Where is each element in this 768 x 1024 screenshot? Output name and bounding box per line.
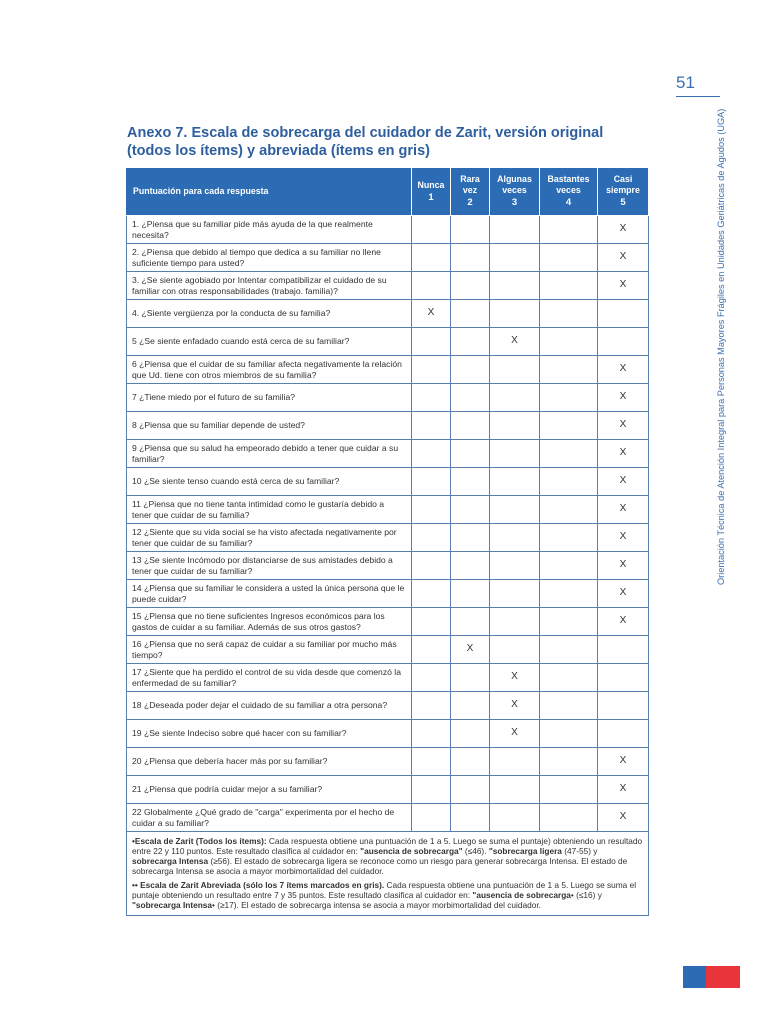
answer-mark-cell — [451, 300, 490, 328]
answer-mark-cell — [412, 804, 451, 832]
answer-mark-cell: X — [598, 412, 649, 440]
answer-mark-cell: X — [598, 748, 649, 776]
note-full-title: •Escala de Zarit (Todos los ítems): — [132, 836, 267, 846]
answer-mark-cell — [490, 384, 540, 412]
answer-mark-cell — [540, 692, 598, 720]
answer-mark-cell — [598, 664, 649, 692]
answer-mark-cell — [598, 636, 649, 664]
question-cell: 15 ¿Piensa que no tiene suficientes Ingresos económicos para los gastos de cuidar a su familiar. Además de sus otros gastos? — [127, 608, 412, 636]
answer-mark-cell — [490, 244, 540, 272]
table-row — [127, 804, 649, 832]
note-emphasis: sobrecarga Intensa — [132, 856, 209, 866]
answer-mark-cell — [540, 720, 598, 748]
answer-mark-cell — [540, 748, 598, 776]
note-emphasis: "ausencia de sobrecarga — [472, 890, 571, 900]
question-cell: 17 ¿Siente que ha perdido el control de su vida desde que comenzó la enfermedad de su familiar? — [127, 664, 412, 692]
answer-mark-cell — [540, 216, 598, 244]
question-cell: 21 ¿Piensa que podría cuidar mejor a su familiar? — [127, 776, 412, 804]
answer-mark-cell: X — [598, 216, 649, 244]
question-cell: 6 ¿Piensa que el cuidar de su familiar afecta negativamente la relación que Ud. tiene con otros miembros de su familia? — [127, 356, 412, 384]
answer-mark-cell — [412, 412, 451, 440]
answer-mark-cell — [490, 552, 540, 580]
table-row — [127, 244, 649, 272]
answer-mark-cell — [412, 384, 451, 412]
header-option-casi-siempre — [598, 168, 649, 216]
option-number: 1 — [428, 192, 434, 203]
page-number-rule — [676, 96, 720, 97]
answer-mark-cell — [540, 300, 598, 328]
answer-mark-cell — [490, 636, 540, 664]
answer-mark-cell — [451, 356, 490, 384]
answer-mark-cell — [490, 496, 540, 524]
option-label: Nunca — [417, 179, 445, 190]
answer-mark-cell — [490, 440, 540, 468]
answer-mark-cell: X — [598, 524, 649, 552]
answer-mark-cell — [412, 664, 451, 692]
answer-mark-cell — [451, 748, 490, 776]
answer-mark-cell — [451, 552, 490, 580]
note-emphasis: "sobrecarga ligera — [488, 846, 562, 856]
note-emphasis: "ausencia de sobrecarga" — [360, 846, 463, 856]
note-text: • (≥17). El estado de sobrecarga intensa se asocia a mayor morbimortalidad del cuidador. — [212, 900, 541, 910]
table-row — [127, 720, 649, 748]
answer-mark-cell: X — [598, 468, 649, 496]
table-row — [127, 580, 649, 608]
table-row — [127, 496, 649, 524]
question-cell: 7 ¿Tiene miedo por el futuro de su familia? — [127, 384, 412, 412]
answer-mark-cell — [490, 608, 540, 636]
answer-mark-cell — [490, 804, 540, 832]
question-cell: 18 ¿Deseada poder dejar el cuidado de su familiar a otra persona? — [127, 692, 412, 720]
chile-flag-stripe — [683, 966, 740, 988]
answer-mark-cell — [412, 356, 451, 384]
option-label: Bastantes veces — [547, 174, 590, 195]
table-row — [127, 216, 649, 244]
option-number: 5 — [620, 197, 626, 209]
answer-mark-cell: X — [598, 440, 649, 468]
answer-mark-cell — [412, 496, 451, 524]
note-abbreviated-title: •• Escala de Zarit Abreviada (sólo los 7 ítems marcados en gris). — [132, 880, 385, 890]
answer-mark-cell — [540, 412, 598, 440]
question-cell: 11 ¿Piensa que no tiene tanta intimidad como le gustaría debido a tener que cuidar de su familia? — [127, 496, 412, 524]
header-score-label: Puntuación para cada respuesta — [127, 168, 412, 216]
note-text: Cada respuesta obtiene una puntuación de 1 a 5. Luego se suma el puntaje) obteniendo un resultado entre 22 y 110 puntos. Este resultado clasifica al cuidador en: — [132, 836, 643, 856]
answer-mark-cell — [451, 272, 490, 300]
answer-mark-cell — [451, 804, 490, 832]
answer-mark-cell — [412, 468, 451, 496]
question-cell: 10 ¿Se siente tenso cuando está cerca de su familiar? — [127, 468, 412, 496]
answer-mark-cell: X — [490, 328, 540, 356]
answer-mark-cell — [451, 524, 490, 552]
answer-mark-cell — [451, 720, 490, 748]
question-cell: 4. ¿Siente vergüenza por la conducta de su familia? — [127, 300, 412, 328]
answer-mark-cell — [540, 776, 598, 804]
answer-mark-cell — [451, 468, 490, 496]
side-running-title: Orientación Técnica de Atención Integral para Personas Mayores Frágiles en Unidades Geriátricas de Agudos (UGA) — [716, 108, 726, 585]
answer-mark-cell — [412, 748, 451, 776]
table-row — [127, 412, 649, 440]
answer-mark-cell: X — [490, 720, 540, 748]
header-option-nunca — [412, 168, 451, 216]
answer-mark-cell — [540, 468, 598, 496]
answer-mark-cell — [451, 692, 490, 720]
question-cell: 5 ¿Se siente enfadado cuando está cerca de su familiar? — [127, 328, 412, 356]
answer-mark-cell — [540, 272, 598, 300]
answer-mark-cell — [451, 244, 490, 272]
flag-blue-block — [683, 966, 706, 988]
header-option-algunas-veces — [490, 168, 540, 216]
question-cell: 1. ¿Piensa que su familiar pide más ayuda de la que realmente necesita? — [127, 216, 412, 244]
scoring-notes — [127, 832, 649, 916]
answer-mark-cell — [412, 272, 451, 300]
answer-mark-cell — [451, 328, 490, 356]
answer-mark-cell — [490, 272, 540, 300]
option-number: 2 — [467, 197, 473, 209]
answer-mark-cell: X — [412, 300, 451, 328]
question-cell: 14 ¿Piensa que su familiar le considera a usted la única persona que le puede cuidar? — [127, 580, 412, 608]
note-emphasis: "sobrecarga Intensa — [132, 900, 213, 910]
header-option-bastantes-veces — [540, 168, 598, 216]
answer-mark-cell: X — [598, 496, 649, 524]
note-text: Cada respuesta obtiene una puntuación de 1 a 5. Luego se suma el puntaje obteniendo un resultado entre 7 y 35 puntos. Este resultado clasifica al cuidador en: — [132, 880, 637, 900]
answer-mark-cell: X — [451, 636, 490, 664]
answer-mark-cell — [490, 468, 540, 496]
answer-mark-cell — [540, 804, 598, 832]
answer-mark-cell — [490, 580, 540, 608]
answer-mark-cell: X — [598, 244, 649, 272]
question-cell: 3. ¿Se siente agobiado por Intentar compatibilizar el cuidado de su familiar con otras responsabilidades (trabajo. familia)? — [127, 272, 412, 300]
answer-mark-cell: X — [598, 804, 649, 832]
answer-mark-cell — [412, 524, 451, 552]
answer-mark-cell — [451, 216, 490, 244]
answer-mark-cell — [412, 720, 451, 748]
answer-mark-cell — [540, 356, 598, 384]
answer-mark-cell — [540, 664, 598, 692]
note-text: (≤46). — [462, 846, 489, 856]
table-row — [127, 664, 649, 692]
note-full-scale — [132, 836, 643, 876]
answer-mark-cell — [490, 300, 540, 328]
answer-mark-cell — [451, 384, 490, 412]
table-row — [127, 552, 649, 580]
page-number: 51 — [676, 73, 695, 92]
answer-mark-cell: X — [598, 776, 649, 804]
answer-mark-cell: X — [598, 272, 649, 300]
question-cell: 13 ¿Se siente Incómodo por distanciarse de sus amistades debido a tener que cuidar de su familiar? — [127, 552, 412, 580]
table-body — [127, 216, 649, 916]
answer-mark-cell — [540, 244, 598, 272]
answer-mark-cell: X — [598, 580, 649, 608]
table-row — [127, 384, 649, 412]
answer-mark-cell — [412, 608, 451, 636]
question-cell: 12 ¿Siente que su vida social se ha visto afectada negativamente por tener que cuidar de su familiar? — [127, 524, 412, 552]
answer-mark-cell — [540, 608, 598, 636]
table-row — [127, 440, 649, 468]
answer-mark-cell — [451, 496, 490, 524]
table-row — [127, 272, 649, 300]
answer-mark-cell — [412, 776, 451, 804]
table-row — [127, 776, 649, 804]
flag-red-block — [706, 966, 740, 988]
answer-mark-cell — [451, 608, 490, 636]
answer-mark-cell — [540, 328, 598, 356]
option-number: 3 — [511, 197, 518, 209]
answer-mark-cell — [540, 636, 598, 664]
answer-mark-cell: X — [598, 552, 649, 580]
question-cell: 19 ¿Se siente Indeciso sobre qué hacer con su familiar? — [127, 720, 412, 748]
question-cell: 2. ¿Piensa que debido al tiempo que dedica a su familiar no llene suficiente tiempo para usted? — [127, 244, 412, 272]
answer-mark-cell — [598, 692, 649, 720]
answer-mark-cell — [451, 664, 490, 692]
answer-mark-cell — [451, 580, 490, 608]
answer-mark-cell — [412, 244, 451, 272]
answer-mark-cell — [490, 216, 540, 244]
option-label: Rara vez — [460, 174, 480, 195]
answer-mark-cell — [540, 524, 598, 552]
table-header-row — [127, 168, 649, 216]
table-row — [127, 300, 649, 328]
option-number: 4 — [565, 197, 572, 209]
table-row — [127, 692, 649, 720]
table-row — [127, 356, 649, 384]
answer-mark-cell — [540, 440, 598, 468]
table-row — [127, 468, 649, 496]
zarit-scale-table — [126, 167, 649, 916]
table-notes-row — [127, 832, 649, 916]
answer-mark-cell — [540, 496, 598, 524]
answer-mark-cell — [598, 720, 649, 748]
answer-mark-cell — [451, 440, 490, 468]
note-abbreviated-scale — [132, 880, 643, 910]
answer-mark-cell: X — [598, 608, 649, 636]
question-cell: 9 ¿Piensa que su salud ha empeorado debido a tener que cuidar a su familiar? — [127, 440, 412, 468]
answer-mark-cell — [490, 748, 540, 776]
answer-mark-cell — [412, 552, 451, 580]
answer-mark-cell — [412, 636, 451, 664]
note-text: (47-55) y — [561, 846, 598, 856]
answer-mark-cell — [540, 580, 598, 608]
table-row — [127, 748, 649, 776]
answer-mark-cell — [451, 776, 490, 804]
answer-mark-cell — [490, 356, 540, 384]
answer-mark-cell — [412, 692, 451, 720]
answer-mark-cell — [412, 216, 451, 244]
question-cell: 20 ¿Piensa que debería hacer más por su familiar? — [127, 748, 412, 776]
answer-mark-cell — [412, 328, 451, 356]
annex-title: Anexo 7. Escala de sobrecarga del cuidador de Zarit, versión original (todos los ítems) y abreviada (ítems en gris) — [127, 125, 604, 159]
answer-mark-cell — [540, 552, 598, 580]
answer-mark-cell: X — [490, 692, 540, 720]
question-cell: 16 ¿Piensa que no será capaz de cuidar a su familiar por mucho más tiempo? — [127, 636, 412, 664]
table-row — [127, 636, 649, 664]
answer-mark-cell — [540, 384, 598, 412]
header-option-rara-vez — [451, 168, 490, 216]
option-label: Algunas veces — [497, 174, 532, 195]
question-cell: 22 Globalmente ¿Qué grado de "carga" experimenta por el hecho de cuidar a su familiar? — [127, 804, 412, 832]
table-row — [127, 608, 649, 636]
answer-mark-cell — [412, 580, 451, 608]
note-text: • (≤16) y — [570, 890, 602, 900]
answer-mark-cell: X — [490, 664, 540, 692]
question-cell: 8 ¿Piensa que su familiar depende de usted? — [127, 412, 412, 440]
answer-mark-cell — [490, 412, 540, 440]
answer-mark-cell: X — [598, 356, 649, 384]
table-row — [127, 524, 649, 552]
option-label: Casi siempre — [606, 174, 640, 195]
answer-mark-cell — [451, 412, 490, 440]
answer-mark-cell — [412, 440, 451, 468]
answer-mark-cell — [490, 524, 540, 552]
answer-mark-cell — [490, 776, 540, 804]
answer-mark-cell — [598, 300, 649, 328]
answer-mark-cell — [598, 328, 649, 356]
table-row — [127, 328, 649, 356]
answer-mark-cell: X — [598, 384, 649, 412]
note-text: (≥56). El estado de sobrecarga ligera se reconoce como un riesgo para generar sobrecarga Intensa. El estado de sobrecarga Intensa se asocia a mayor morbimortalidad del cuidador. — [132, 856, 628, 876]
